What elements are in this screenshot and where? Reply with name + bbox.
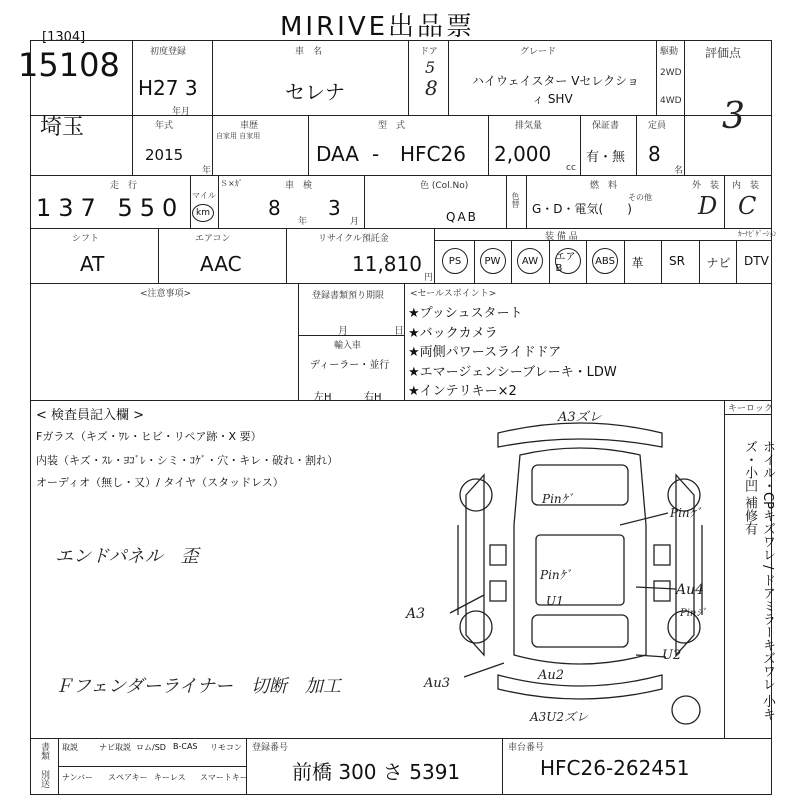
registration-month: 月 xyxy=(338,326,348,337)
color-value: QAB xyxy=(446,210,478,224)
glass-line: Fガラス（キズ・ﾜﾚ・ヒビ・リペア跡・X 要） xyxy=(36,430,262,443)
mileage-unit-km: km xyxy=(192,204,214,222)
note-u1: U1 xyxy=(546,594,564,608)
import-right: 右H xyxy=(364,392,382,403)
sx-label: Ｓ×ｶﾞ xyxy=(220,179,243,188)
chassis-value: HFC26-262451 xyxy=(540,756,690,780)
drive-label: 駆動 xyxy=(660,47,679,57)
interior-condition-line: 内装（キズ・ｽﾚ・ﾖｺﾞﾚ・シミ・ｺｹﾞ・穴・キレ・破れ・割れ） xyxy=(36,454,339,467)
document-item: リモコン xyxy=(210,743,242,752)
note-pinfu-mid: Pinｹﾞ xyxy=(540,568,572,582)
document-item: ナビ取説 xyxy=(99,743,131,752)
lot-number: 15108 xyxy=(18,46,120,84)
note-pinfu-right: Pinｹﾞ xyxy=(670,506,702,520)
fuel-value: G・D・電気( ) xyxy=(532,202,632,216)
score-label: 評価点 xyxy=(705,46,742,60)
note-pinfu-top: Pinｹﾞ xyxy=(542,492,574,506)
history-label: 車歴 xyxy=(240,121,259,131)
fuel-label: 燃 料 xyxy=(590,181,618,191)
equipment-item: ABS xyxy=(592,248,618,274)
grade-value-line1: ハイウェイスター Vセレクショ xyxy=(472,74,639,88)
vertical-note: ホイル・CPキズワレ / ドアミラーキズワレ 小キズ・小凹 補修有 xyxy=(742,440,775,721)
door-label: ドア xyxy=(420,47,438,57)
import-left: 左H xyxy=(314,392,332,403)
month-label: 年月 xyxy=(172,107,191,117)
note-a3-left: A3 xyxy=(406,606,426,622)
first-reg-value: H27 3 xyxy=(138,76,198,100)
model-prefix: DAA xyxy=(316,142,359,166)
capacity-unit: 名 xyxy=(674,166,684,176)
registration-label: 登録書類預り期限 xyxy=(312,291,385,301)
handwritten-note-2: Ｆフェンダーライナー 切断 加工 xyxy=(55,676,341,697)
car-name-value: セレナ xyxy=(285,80,345,104)
mileage-label: 走 行 xyxy=(110,181,138,191)
exterior-label: 外 装 xyxy=(692,181,720,191)
displacement-unit: cc xyxy=(566,163,576,173)
recycle-unit: 円 xyxy=(424,273,434,283)
displacement-label: 排気量 xyxy=(515,121,543,131)
recycle-label: リサイクル預託金 xyxy=(318,234,389,244)
door-value-bottom: 8 xyxy=(425,76,438,100)
warranty-label: 保証書 xyxy=(592,121,620,131)
equipment-item: PW xyxy=(480,248,506,274)
car-name-label: 車 名 xyxy=(295,47,323,57)
inspection-month-unit: 月 xyxy=(350,217,360,227)
drive-4wd: 4WD xyxy=(660,96,682,106)
note-a3-top: A3ズレ xyxy=(558,410,602,425)
registration-day: 日 xyxy=(394,326,404,337)
inspection-year-unit: 年 xyxy=(298,217,308,227)
ac-label: エアコン xyxy=(195,234,231,244)
recycle-value: 11,810 xyxy=(352,252,422,276)
separate-item: キーレス xyxy=(154,773,186,782)
shift-value: AT xyxy=(80,252,105,276)
note-u2: U2 xyxy=(662,648,682,663)
plate-label: 登録番号 xyxy=(252,743,289,753)
note-au3: Au3 xyxy=(424,676,451,691)
note-pinj: Pinｼﾞ xyxy=(680,608,707,619)
model-value: HFC26 xyxy=(400,142,466,166)
sales-point: ★プッシュスタート xyxy=(408,306,523,321)
note-au2: Au2 xyxy=(538,668,565,683)
equipment-item: DTV xyxy=(744,254,769,268)
inspection-title: < 検査員記入欄 > xyxy=(36,408,145,423)
door-value-top: 5 xyxy=(425,58,436,77)
capacity-label: 定員 xyxy=(648,121,667,131)
import-dealer: ディーラー・並行 xyxy=(310,360,390,371)
year-value: 2015 xyxy=(145,146,184,164)
car-damage-diagram xyxy=(440,405,720,735)
separate-item: スマートキー xyxy=(200,773,248,782)
equipment-item: AW xyxy=(517,248,543,274)
shift-label: シフト xyxy=(72,234,100,244)
interior-label: 内 装 xyxy=(732,181,760,191)
score-value: 3 xyxy=(722,96,745,137)
fuel-other: その他 xyxy=(628,193,652,202)
footer-separate-label: 別送 xyxy=(39,770,49,788)
equip-label: 装 備 品 xyxy=(545,232,578,242)
model-dash: - xyxy=(372,142,380,166)
history-sub: 自家用 自家用 xyxy=(216,132,261,140)
nav-type-label: ｶｰﾅﾋﾞｹﾞｰｼｮﾝ xyxy=(738,230,777,238)
grade-label: グレード xyxy=(520,47,557,57)
handwritten-note-1: エンドパネル 歪 xyxy=(55,546,199,567)
sales-point: ★エマージェンシーブレーキ・LDW xyxy=(408,364,617,380)
note-au4: Au4 xyxy=(676,582,705,598)
equipment-item: SR xyxy=(669,254,685,268)
plate-value: 前橋 300 さ 5391 xyxy=(292,760,461,784)
import-label: 輸入車 xyxy=(334,341,362,351)
document-item: 取説 xyxy=(62,743,78,752)
capacity-value: 8 xyxy=(648,142,661,166)
key-lock-label: キーロック xyxy=(728,404,773,414)
sales-point: ★インテリキー×2 xyxy=(408,384,517,399)
mileage-unit-miles: マイル xyxy=(192,191,216,200)
model-label: 型 式 xyxy=(378,121,406,131)
equipment-item: 革 xyxy=(631,256,644,270)
equipment-item: エアB xyxy=(555,248,581,274)
sales-point: ★両側パワースライドドア xyxy=(408,345,562,360)
displacement-value: 2,000 xyxy=(494,142,552,166)
region: 埼玉 xyxy=(40,115,85,140)
ac-value: AAC xyxy=(200,252,242,276)
year-unit: 年 xyxy=(202,166,212,176)
grade-value-line2: ィ SHV xyxy=(532,92,573,106)
sales-point: ★バックカメラ xyxy=(408,325,498,341)
warranty-value: 有・無 xyxy=(586,150,626,165)
exterior-value: D xyxy=(698,192,718,220)
color-change-label: 色替 xyxy=(511,192,520,208)
lot-code: [1304] xyxy=(42,30,86,45)
drive-2wd: 2WD xyxy=(660,68,682,78)
color-label: 色 (Col.No) xyxy=(420,181,469,191)
sheet-title: MIRIVE出品票 xyxy=(280,12,476,42)
separate-item: スペアキー xyxy=(108,773,148,782)
document-item: B-CAS xyxy=(173,742,198,751)
interior-value: C xyxy=(738,192,757,220)
year-label: 年式 xyxy=(155,121,174,131)
separate-item: ナンバー xyxy=(62,773,94,782)
inspection-label: 車 検 xyxy=(285,181,313,191)
equipment-item: PS xyxy=(442,248,468,274)
mileage-value: 137 550 xyxy=(36,194,185,222)
sales-label: <セールスポイント> xyxy=(410,289,497,299)
first-reg-label: 初度登録 xyxy=(150,47,187,57)
inspection-year: 8 xyxy=(268,196,281,220)
audio-tire-line: オーディオ（無し・又）/ タイヤ（スタッドレス） xyxy=(36,476,284,489)
footer-docs-label: 書類 xyxy=(39,742,49,760)
inspection-month: 3 xyxy=(328,196,341,220)
note-a3u2: A3U2ズレ xyxy=(530,710,589,724)
document-item: ロム/SD xyxy=(136,743,166,752)
equipment-item: ナビ xyxy=(706,256,731,270)
chassis-label: 車台番号 xyxy=(508,743,545,753)
notes-label: <注意事項> xyxy=(140,289,192,299)
